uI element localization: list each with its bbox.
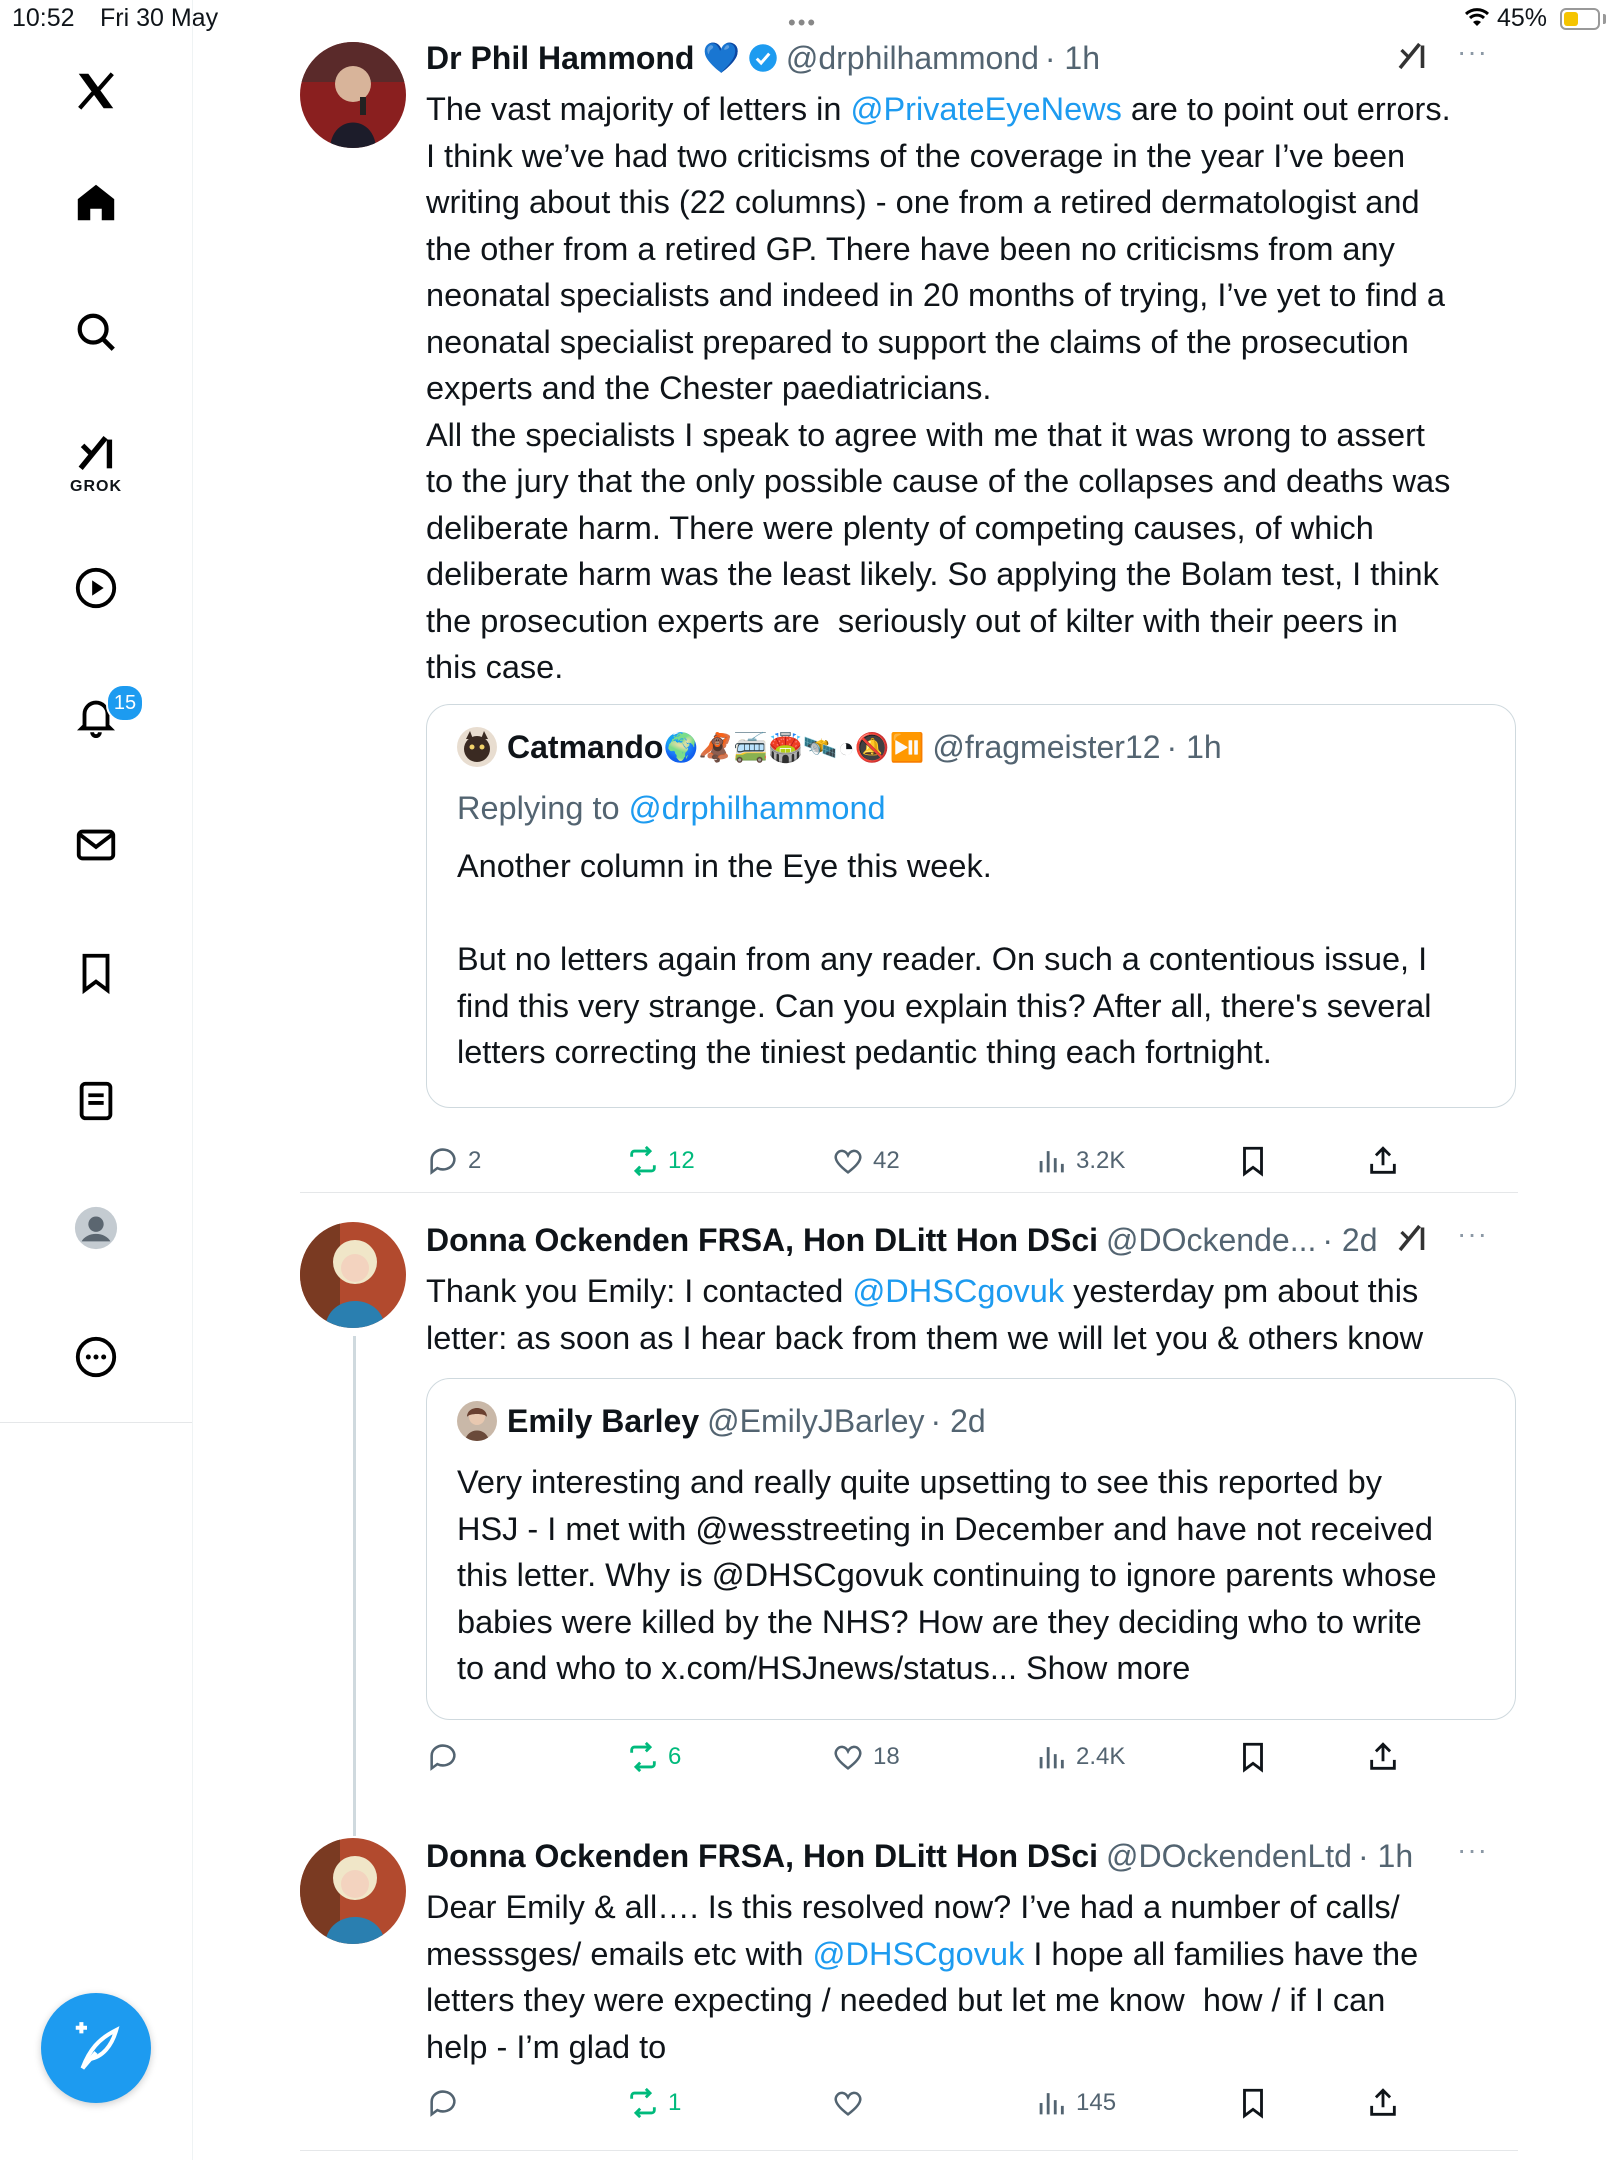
replying-to-handle[interactable]: @drphilhammond [628, 790, 886, 826]
tweet-actions [426, 1740, 1526, 1780]
quoted-tweet[interactable] [426, 704, 1516, 1108]
reply-count: 2 [468, 1147, 482, 1174]
quote-author-handle[interactable]: @EmilyJBarley [707, 1402, 925, 1439]
tweet-text-a: Dear Emily & all…. Is this resolved now? I’ve had a number of calls/ messsges/ emails etc with [426, 1889, 1400, 1972]
mention-link[interactable]: @PrivateEyeNews [850, 91, 1122, 127]
battery-percent: 45% [1497, 4, 1548, 32]
view-count: 3.2K [1076, 1147, 1126, 1174]
heart-icon [831, 2086, 865, 2120]
multitask-dots[interactable]: ••• [788, 10, 818, 35]
quote-timestamp: · 1h [1166, 728, 1222, 765]
grok-label: GROK [70, 478, 122, 495]
like-count: 42 [873, 1147, 900, 1174]
grok-explain-icon[interactable] [1394, 1220, 1430, 1261]
author-handle[interactable]: @DOckendenLtd [1106, 1837, 1352, 1874]
share-button[interactable] [1366, 1144, 1408, 1178]
tweet-separator [300, 2150, 1518, 2151]
sidebar-divider [0, 1422, 192, 1423]
verified-badge-icon [748, 43, 778, 73]
quote-header [457, 727, 1222, 767]
avatar[interactable] [300, 1838, 406, 1944]
compose-feather-icon [69, 2021, 123, 2075]
tweet-header [426, 36, 1100, 80]
tweet-text [426, 86, 1451, 691]
status-date: Fri 30 May [100, 4, 219, 32]
lists-icon[interactable] [71, 1076, 121, 1126]
quote-text: Very interesting and really quite upsetting to see this reported by HSJ - I met with @wesstreeting in December and have not received this letter. Why is @DHSCgovuk continuing to ignore parents whose babies were killed by the NHS? How are they deciding who to write to and who to x.com/HSJnews/status... Show more [457, 1464, 1437, 1686]
grok-explain-icon[interactable] [1394, 38, 1430, 79]
share-button[interactable] [1366, 2086, 1408, 2120]
repost-icon [626, 2086, 660, 2120]
views-icon [1034, 1144, 1068, 1178]
status-time: 10:52 [12, 4, 75, 32]
quote-timestamp: · 2d [930, 1402, 986, 1439]
views-button[interactable] [1034, 2086, 1116, 2120]
bookmark-icon [1236, 1144, 1270, 1178]
replying-to [457, 785, 886, 832]
timestamp[interactable]: · 1h [1044, 39, 1101, 76]
quote-avatar [457, 1401, 497, 1441]
share-icon [1366, 2086, 1400, 2120]
battery-icon [1560, 8, 1600, 30]
timestamp[interactable]: · 2d [1322, 1221, 1378, 1258]
views-icon [1034, 2086, 1068, 2120]
author-name[interactable]: Donna Ockenden FRSA, Hon DLitt Hon DSci [426, 1837, 1099, 1874]
reply-icon [426, 1740, 460, 1774]
home-icon[interactable] [71, 178, 121, 228]
repost-count: 1 [668, 2089, 682, 2116]
avatar[interactable] [300, 1222, 406, 1328]
like-count: 18 [873, 1743, 900, 1770]
heart-icon [831, 1144, 865, 1178]
author-name[interactable]: Donna Ockenden FRSA, Hon DLitt Hon DSci [426, 1221, 1099, 1258]
heart-icon [831, 1740, 865, 1774]
author-handle[interactable]: @drphilhammond [785, 39, 1039, 76]
bookmark-button[interactable] [1236, 2086, 1278, 2120]
tweet-2[interactable] [300, 1218, 1518, 1788]
quote-text: Another column in the Eye this week. But no letters again from any reader. On such a contentious issue, I find this very strange. Can you explain this? After all, there's several letters correcting the tiniest pedantic thing each fortnight. [457, 848, 1432, 1070]
quote-avatar [457, 727, 497, 767]
repost-count: 6 [668, 1743, 682, 1770]
reply-button[interactable] [426, 2086, 468, 2120]
repost-icon [626, 1740, 660, 1774]
quote-author-name[interactable]: Emily Barley [507, 1402, 700, 1439]
repost-button[interactable] [626, 1144, 695, 1178]
views-icon [1034, 1740, 1068, 1774]
timestamp[interactable]: · 1h [1357, 1837, 1414, 1874]
quote-author-name[interactable]: Catmando [507, 728, 664, 765]
sidebar [0, 0, 193, 2160]
author-name[interactable]: Dr Phil Hammond [426, 39, 695, 76]
reply-button[interactable] [426, 1740, 468, 1774]
views-button[interactable] [1034, 1740, 1125, 1774]
reply-button[interactable] [426, 1144, 481, 1178]
mention-link[interactable]: @DHSCgovuk [852, 1273, 1065, 1309]
more-options-icon[interactable]: ··· [1457, 36, 1488, 67]
bookmarks-icon[interactable] [71, 948, 121, 998]
view-count: 145 [1076, 2089, 1117, 2116]
search-icon[interactable] [71, 307, 121, 357]
battery-fill [1564, 12, 1578, 26]
like-button[interactable] [831, 1740, 900, 1774]
avatar[interactable] [300, 42, 406, 148]
tweet-text [426, 1884, 1418, 2070]
tweet-header [426, 1834, 1413, 1878]
reply-icon [426, 2086, 460, 2120]
tweet-actions [426, 1144, 1526, 1184]
tweet-header [426, 1218, 1378, 1262]
messages-icon[interactable] [71, 820, 121, 870]
like-button[interactable] [831, 2086, 873, 2120]
views-button[interactable] [1034, 1144, 1125, 1178]
quoted-tweet[interactable] [426, 1378, 1516, 1720]
tweet-3[interactable] [300, 1834, 1518, 2134]
repost-button[interactable] [626, 2086, 681, 2120]
tweet-text-b: yesterday pm about this letter: as soon as I hear back from them we will let you & others know [426, 1273, 1424, 1356]
bookmark-button[interactable] [1236, 1740, 1278, 1774]
compose-button[interactable] [41, 1993, 151, 2103]
quote-author-emojis: 🌍🦧🚎🏟️🛰️◔🔕⏯️ [663, 731, 925, 763]
x-logo-icon[interactable] [71, 66, 121, 116]
view-count: 2.4K [1076, 1743, 1126, 1770]
like-button[interactable] [831, 1144, 900, 1178]
mention-link[interactable]: @DHSCgovuk [812, 1935, 1025, 1972]
more-options-icon[interactable]: ··· [1457, 1834, 1488, 1865]
battery-tip [1603, 14, 1606, 24]
share-button[interactable] [1366, 1740, 1408, 1774]
notification-badge: 15 [106, 684, 144, 722]
tweet-actions [426, 2086, 1526, 2126]
blue-heart-emoji: 💙 [702, 41, 740, 75]
replying-prefix: Replying to [457, 790, 629, 826]
bookmark-button[interactable] [1236, 1144, 1278, 1178]
video-icon[interactable] [71, 563, 121, 613]
tweet-text-b: are to point out errors. I think we’ve had two criticisms of the coverage in the year I’ve been writing about this (22 columns) - one from a retired dermatologist and the other from a retired GP. There have been no criticisms from any neonatal specialists and indeed in 20 months of trying, I’ve yet to find a neonatal specialist prepared to support the claims of the prosecution experts and the Chester paediatricians. All the specialists I speak to agree with me that it was wrong to assert to the jury that the only possible cause of the collapses and deaths was deliberate harm. There were plenty of competing causes, of which deliberate harm was the least likely. So applying the Bolam test, I think the prosecution experts are seriously out of kilter with their peers in this case. [426, 91, 1451, 685]
grok-icon[interactable] [71, 428, 121, 478]
author-handle[interactable]: @DOckende... [1106, 1221, 1317, 1258]
tweet-separator [300, 1192, 1518, 1193]
quote-author-handle[interactable]: @fragmeister12 [932, 728, 1161, 765]
tweet-text-b: I hope all families have the letters they were expecting / needed but let me know how / if I can help - I’m glad to [426, 1935, 1419, 2065]
share-icon [1366, 1740, 1400, 1774]
quote-header [457, 1401, 986, 1441]
more-icon[interactable] [71, 1332, 121, 1382]
status-bar [0, 0, 1620, 40]
reply-icon [426, 1144, 460, 1178]
bookmark-icon [1236, 1740, 1270, 1774]
tweet-text [426, 1268, 1423, 1361]
repost-icon [626, 1144, 660, 1178]
repost-count: 12 [668, 1147, 695, 1174]
share-icon [1366, 1144, 1400, 1178]
tweet-text-a: Thank you Emily: I contacted [426, 1273, 853, 1309]
tweet-1[interactable] [300, 36, 1518, 1186]
bookmark-icon [1236, 2086, 1270, 2120]
wifi-icon [1462, 4, 1492, 35]
repost-button[interactable] [626, 1740, 681, 1774]
profile-avatar-icon[interactable] [71, 1203, 121, 1253]
tweet-text-a: The vast majority of letters in [426, 91, 851, 127]
more-options-icon[interactable]: ··· [1457, 1218, 1488, 1249]
